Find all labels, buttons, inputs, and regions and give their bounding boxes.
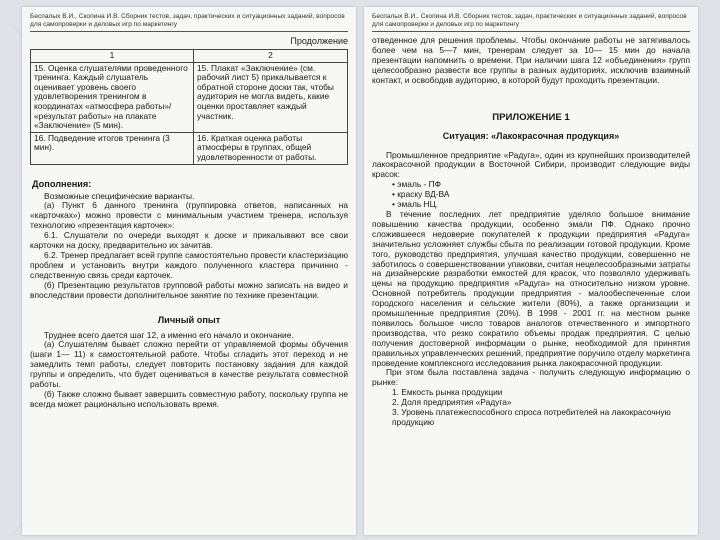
experience-heading: Личный опыт xyxy=(157,314,221,325)
paragraph: Труднее всего дается шаг 12, а именно его начало и окончание. xyxy=(44,329,294,340)
paragraph: (б) Также сложно бывает завершить совместную работу, поскольку группа не всегда может рационально использовать время. xyxy=(30,388,348,409)
paragraph: 6.2. Тренер предлагает всей группе самостоятельно провести кластеризацию проблем и установить внутри каждого полученного кластера причинно - следственную связь среди карточек. xyxy=(30,249,348,280)
table-cell: 16. Подведение итогов тренинга (3 мин). xyxy=(31,132,194,164)
column-number: 2 xyxy=(194,50,348,63)
table-header-row xyxy=(31,50,348,63)
paragraph: (а) Пункт 6 данного тренинга (группировка ответов, написанных на «карточках») можно провести с минимальным участием тренера, используя технологию «презентация карточек»: xyxy=(30,200,348,231)
table-cell: 15. Плакат «Заключение» (см. рабочий лист 5) прикалывается к обратной стороне доски так, чтобы аудитория не могла видеть, какие оценки проставляет каждый участник. xyxy=(194,62,348,132)
list-item: 2. Доля предприятия «Радуга» xyxy=(392,397,512,408)
page-header: Беспалых В.И., Скопина И.В. Сборник тестов, задач, практических и ситуационных заданий, вопросов для самопроверки и деловых игр по маркетингу xyxy=(30,13,348,32)
paragraph: При этом была поставлена задача - получить следующую информацию о рынке: xyxy=(372,367,690,388)
continuation-label: Продолжение xyxy=(290,36,348,46)
list-item: • эмаль НЦ. xyxy=(392,199,439,210)
table-cell: 16. Краткая оценка работы атмосферы в группах, общей удовлетворенности от работы. xyxy=(194,132,348,164)
paragraph: Промышленное предприятие «Радуга», один из крупнейших производителей лакокрасочной продукции в Восточной Сибири, производит следующие виды красок: xyxy=(372,149,690,180)
right-page xyxy=(364,7,698,535)
situation-title: Ситуация: «Лакокрасочная продукция» xyxy=(442,130,620,141)
list-item: 3. Уровень платежеспособного спроса потребителей на лакокрасочную продукцию xyxy=(392,407,671,427)
list-item: 1. Емкость рынка продукции xyxy=(392,387,503,398)
training-table xyxy=(30,49,348,165)
list-item: • эмаль - ПФ xyxy=(392,179,442,190)
table-row xyxy=(31,132,348,164)
paragraph: (а) Слушателям бывает сложно перейти от управляемой формы обучения (шаги 1— 11) к самостоятельной работе. Чтобы сгладить этот переход и не замедлить темп работы, следует повторить постановку задания для каждой группы и определить, что будет оцениваться в качестве результата совместной работы. xyxy=(30,339,348,390)
column-number: 1 xyxy=(31,50,194,63)
appendix-title: ПРИЛОЖЕНИЕ 1 xyxy=(492,111,570,123)
additions-heading: Дополнения: xyxy=(32,178,92,189)
table-cell: 15. Оценка слушателями проведенного тренинга. Каждый слушатель оценивает уровень своего удовлетворения тренингом в координатах «атмосфера работы»/ «результат работы» на плакате «Заключение» (5 мин). xyxy=(31,62,194,132)
paragraph: В течение последних лет предприятие уделяло большое внимание повышению качества продукции, особенно эмали ПФ. Однако прочно сложившееся недоверие покупателей к продукции предприятия «Радуга» значительно усложняет службы сбыта по реализации готовой продукции. Кроме того, руководство предприятия, улучшая качество продукции, совершенно не заботилось о совершенствовании упаковки, считая нецелесообразными затраты на дизайнерские разработки емкостей для красок, что позволяло удерживать цены на продукцию предприятия «Радуга» на относительно низком уровне. Основной потребитель продукции предприятия - малообеспеченные слои городского населения и сельские жители (80%), а также организации и промышленные предприятия (20%). В 1998 - 2001 гг. на местном рынке появилось большое число товаров аналогов отечественного и импортного производства, что резко сократило объемы продаж предприятия. С целью получения достоверной информации о рынке, необходимой для принятия правильных управленческих решений, предприятие поручило отделу маркетинга проведение комплексного исследования рынка лакокрасочной продукции. xyxy=(372,208,690,368)
paragraph: отведенное для решения проблемы. Чтобы окончание работы не затягивалось более чем на 5—7 мин, тренерам следует за 10— 15 мин до начала презентации напомнить о времени. При наличии шага 12 «объединения» групп целесообразно развести все группы в разных аудиториях, исключив взаимный контакт, и освободив аудиторию, в которой будут проходить презентации. xyxy=(372,35,690,85)
table-row xyxy=(31,62,348,132)
list-item: • краску ВД-ВА xyxy=(392,189,450,200)
paragraph: (б) Презентацию результатов групповой работы можно записать на видео и впоследствии провести дополнительное занятие по технике презентации. xyxy=(30,279,348,300)
paragraph: 6.1. Слушатели по очереди выходят к доске и прикалывают все свои карточки на доску, предварительно их зачитав. xyxy=(30,230,348,251)
left-page xyxy=(22,7,356,535)
paragraph: Возможные специфические варианты. xyxy=(44,190,195,201)
page-header: Беспалых В.И., Скопина И.В. Сборник тестов, задач, практических и ситуационных заданий, вопросов для самопроверки и деловых игр по маркетингу xyxy=(372,13,690,32)
